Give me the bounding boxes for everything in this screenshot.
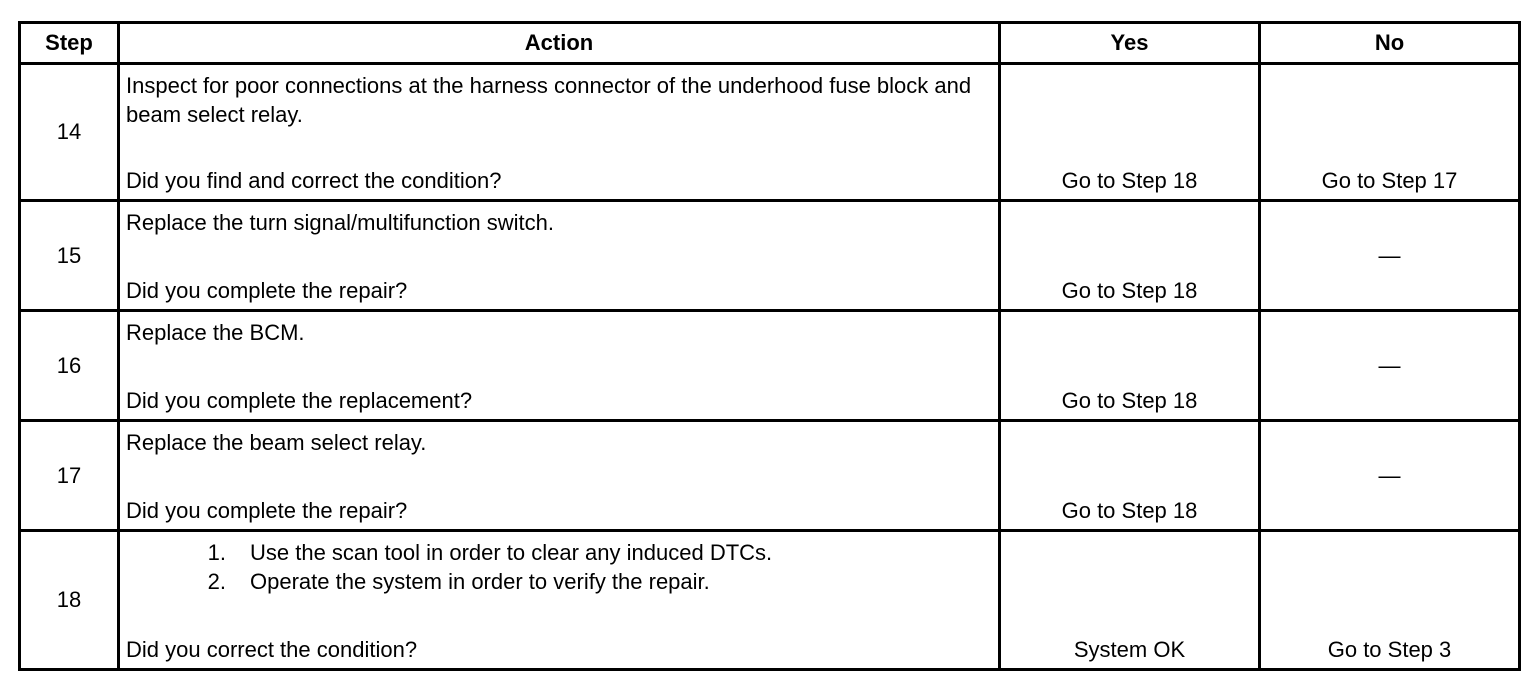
action-cell — [119, 531, 1000, 670]
no-result: — — [1260, 421, 1520, 531]
header-action: Action — [119, 23, 1000, 64]
table-row — [20, 201, 1520, 311]
no-result: Go to Step 17 — [1260, 64, 1520, 201]
substep-text: Operate the system in order to verify the repair. — [250, 569, 710, 594]
step-number: 14 — [20, 64, 119, 201]
yes-result: System OK — [1000, 531, 1260, 670]
action-cell — [119, 201, 1000, 311]
table-row — [20, 421, 1520, 531]
header-row — [20, 23, 1520, 64]
action-instruction: Replace the BCM. — [126, 320, 305, 345]
table-row — [20, 64, 1520, 201]
substep-item — [126, 567, 992, 596]
diagnostic-table — [18, 21, 1521, 671]
step-number: 15 — [20, 201, 119, 311]
action-question: Did you complete the replacement? — [126, 388, 473, 413]
action-question: Did you correct the condition? — [126, 637, 418, 662]
action-question: Did you complete the repair? — [126, 278, 408, 303]
yes-result: Go to Step 18 — [1000, 421, 1260, 531]
yes-result: Go to Step 18 — [1000, 201, 1260, 311]
action-question: Did you find and correct the condition? — [126, 168, 502, 193]
action-question: Did you complete the repair? — [126, 498, 408, 523]
no-result: — — [1260, 311, 1520, 421]
header-yes: Yes — [1000, 23, 1260, 64]
action-cell — [119, 311, 1000, 421]
yes-result: Go to Step 18 — [1000, 64, 1260, 201]
table-row — [20, 531, 1520, 670]
action-instruction: Replace the beam select relay. — [126, 430, 427, 455]
no-result: Go to Step 3 — [1260, 531, 1520, 670]
step-number: 16 — [20, 311, 119, 421]
substep-list — [126, 538, 992, 596]
action-instruction: Inspect for poor connections at the harness connector of the underhood fuse block and beam select relay. — [126, 73, 972, 127]
step-number: 18 — [20, 531, 119, 670]
header-step: Step — [20, 23, 119, 64]
substep-text: Use the scan tool in order to clear any induced DTCs. — [250, 540, 773, 565]
step-number: 17 — [20, 421, 119, 531]
header-no: No — [1260, 23, 1520, 64]
yes-result: Go to Step 18 — [1000, 311, 1260, 421]
substep-item — [126, 538, 992, 567]
action-instruction: Replace the turn signal/multifunction switch. — [126, 210, 554, 235]
table-row — [20, 311, 1520, 421]
no-result: — — [1260, 201, 1520, 311]
substep-number: 2. — [207, 569, 226, 594]
substep-number: 1. — [207, 540, 226, 565]
action-cell — [119, 421, 1000, 531]
action-cell — [119, 64, 1000, 201]
